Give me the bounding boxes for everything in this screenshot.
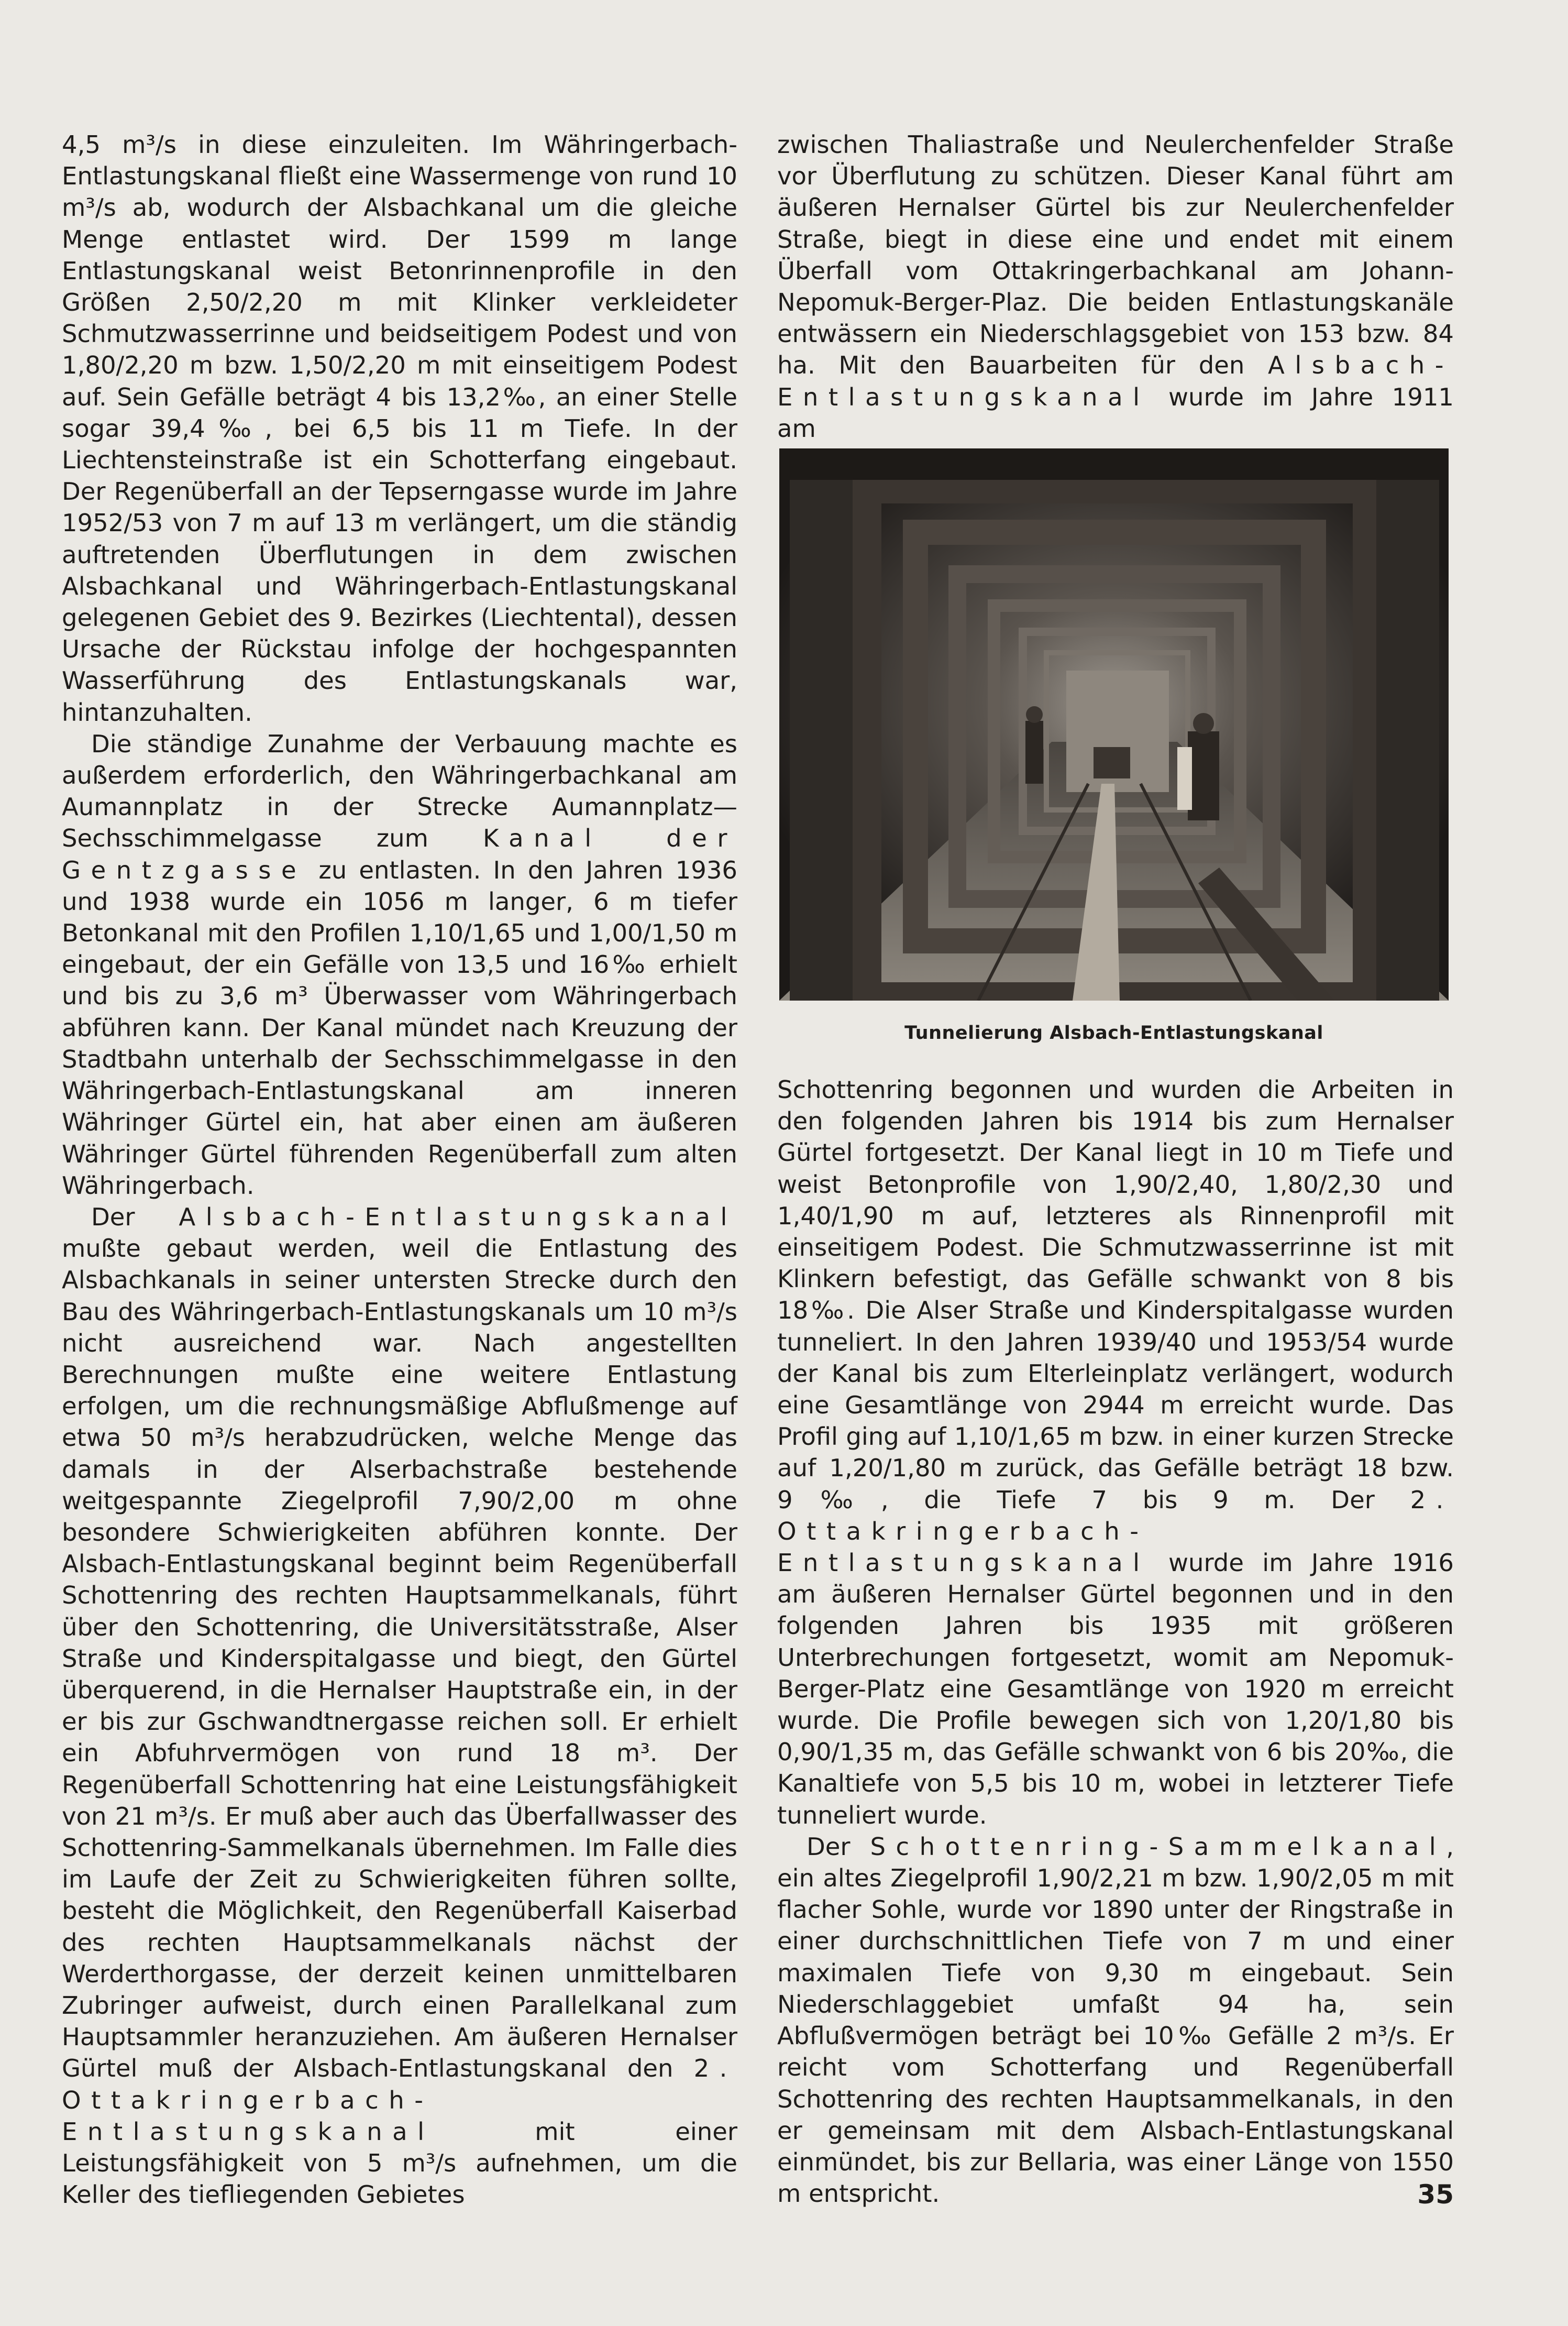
paragraph: Der Alsbach-Entlastungskanal mußte gebaut werden, weil die Entlastung des Alsbachkanals in seiner untersten Strecke durch den Bau des Währingerbach-Entlastungskanals um 10 m³/s nicht ausreichend war. Nach angestellten Berechnungen mußte eine weitere Entlastung erfolgen, um die rechnungsmäßige Abflußmenge auf etwa 50 m³/s herabzudrücken, welche Menge das damals in der Alserbachstraße bestehende weitgespannte Ziegelprofil 7,90/2,00 m ohne besondere Schwierigkeiten abführen konnte. Der Alsbach-Entlastungskanal beginnt beim Regenüberfall Schottenring des rechten Hauptsammelkanals, führt über den Schottenring, die Universitätsstraße, Alser Straße und Kinderspitalgasse und biegt, den Gürtel überquerend, in die Hernalser Hauptstraße ein, in der er bis zur Gschwandtnergasse reichen soll. Er erhielt ein Abfuhrvermögen von rund 18 m³. Der Regenüberfall Schottenring hat eine Leistungsfähigkeit von 21 m³/s. Er muß aber auch das Überfallwasser des Schottenring-Sammelkanals übernehmen. Im Falle dies im Laufe der Zeit zu Schwierigkeiten führen sollte, besteht die Möglichkeit, den Regenüberfall Kaiserbad des rechten Hauptsammelkanals nächst der Werderthorgasse, der derzeit keinen unmittelbaren Zubringer aufweist, durch einen Parallelkanal zum Hauptsammler heranzuziehen. Am äußeren Hernalser Gürtel muß der Alsbach-Entlastungskanal den 2. Ottakringerbach-Entlastungskanal mit einer Leistungsfähigkeit von 5 m³/s aufnehmen, um die Keller des tiefliegenden Gebietes [62,1202,737,2209]
figure-caption: Tunnelierung Alsbach-Entlastungskanal [904,1023,1323,1044]
tunnel-photo-illustration [779,448,1449,1001]
spaced-term: 2. Ottakringerbach-Entlastungskanal [777,1485,1454,1577]
paragraph: Schottenring begonnen und wurden die Arbeiten in den folgenden Jahren bis 1914 bis zum Hernalser Gürtel fortgesetzt. Der Kanal liegt in 10 m Tiefe und weist Betonprofile von 1,90/2,40, 1,80/2,30 und 1,40/1,90 m auf, letzteres als Rinnenprofil mit einseitigem Podest. Die Schmutzwasserrinne ist mit Klinkern befestigt, das Gefälle schwankt von 8 bis 18‰. Die Alser Straße und Kinderspitalgasse wurden tunneliert. In den Jahren 1939/40 und 1953/54 wurde der Kanal bis zum Elterleinplatz verlängert, wodurch eine Gesamtlänge von 2944 m erreicht wurde. Das Profil ging auf 1,10/1,65 m bzw. in einer kurzen Strecke auf 1,20/1,80 m zurück, das Gefälle beträgt 18 bzw. 9‰, die Tiefe 7 bis 9 m. Der 2. Ottakringerbach-Entlastungskanal wurde im Jahre 1916 am äußeren Hernalser Gürtel begonnen und in den folgenden Jahren bis 1935 mit größeren Unterbrechungen fortgesetzt, womit am Nepomuk-Berger-Platz eine Gesamtlänge von 1920 m erreicht wurde. Die Profile bewegen sich von 1,20/1,80 bis 0,90/1,35 m, das Gefälle schwankt von 6 bis 20‰, die Kanaltiefe von 5,5 bis 10 m, wobei in letzterer Tiefe tunneliert wurde. [777,1076,1454,1829]
paragraph: zwischen Thaliastraße und Neulerchenfelder Straße vor Überflutung zu schützen. Dieser Kanal führt am äußeren Hernalser Gürtel bis zur Neulerchenfelder Straße, biegt in diese eine und endet mit einem Überfall vom Ottakringerbachkanal am Johann-Nepomuk-Berger-Plaz. Die beiden Entlastungskanäle entwässern ein Niederschlagsgebiet von 153 bzw. 84 ha. Mit den Bauarbeiten für den Alsbach-Entlastungskanal wurde im Jahre 1911 am [777,130,1454,443]
spaced-term: 2. Ottakringerbach-Entlastungskanal [62,2054,737,2146]
spaced-term: Alsbach-Entlastungskanal [777,351,1454,411]
page-number: 35 [1417,2179,1454,2210]
paragraph: 4,5 m³/s in diese einzuleiten. Im Währingerbach-Entlastungskanal fließt eine Wassermenge von rund 10 m³/s ab, wodurch der Alsbachkanal um die gleiche Menge entlastet wird. Der 1599 m lange Entlastungskanal weist Betonrinnenprofile in den Größen 2,50/2,20 m mit Klinker verkleideter Schmutzwasserrinne und beidseitigem Podest und von 1,80/2,20 m bzw. 1,50/2,20 m mit einseitigem Podest auf. Sein Gefälle beträgt 4 bis 13,2‰, an einer Stelle sogar 39,4‰, bei 6,5 bis 11 m Tiefe. In der Liechtensteinstraße ist ein Schotterfang eingebaut. Der Regenüberfall an der Tepserngasse wurde im Jahre 1952/53 von 7 m auf 13 m verlängert, um die ständig auftretenden Überflutungen in dem zwischen Alsbachkanal und Währingerbach-Entlastungskanal gelegenen Gebiet des 9. Bezirkes (Liechtental), dessen Ursache der Rückstau infolge der hochgespannten Wasserführung des Entlastungskanals war, hintanzuhalten. [62,130,737,727]
text-column-left [62,129,737,2210]
paragraph: Die ständige Zunahme der Verbauung machte es außerdem erforderlich, den Währingerbachkanal am Aumannplatz in der Strecke Aumannplatz—Sechsschimmelgasse zum Kanal der Gentzgasse zu entlasten. In den Jahren 1936 und 1938 wurde ein 1056 m langer, 6 m tiefer Betonkanal mit den Profilen 1,10/1,65 und 1,00/1,50 m eingebaut, der ein Gefälle von 13,5 und 16‰ erhielt und bis zu 3,6 m³ Überwasser vom Währingerbach abführen kann. Der Kanal mündet nach Kreuzung der Stadtbahn unterhalb der Sechsschimmelgasse in den Währingerbach-Entlastungskanal am inneren Währinger Gürtel ein, hat aber einen am äußeren Währinger Gürtel führenden Regenüberfall zum alten Währingerbach. [62,729,738,1200]
paragraph: Der Schottenring-Sammelkanal, ein altes Ziegelprofil 1,90/2,21 m bzw. 1,90/2,05 m mit flacher Sohle, wurde vor 1890 unter der Ringstraße in einer durchschnittlichen Tiefe von 7 m und einer maximalen Tiefe von 9,30 m eingebaut. Sein Niederschlaggebiet umfaßt 94 ha, sein Abflußvermögen beträgt bei 10‰ Gefälle 2 m³/s. Er reicht vom Schotterfang und Regenüberfall Schottenring des rechten Hauptsammelkanals, in den er gemeinsam mit dem Alsbach-Entlastungskanal einmündet, bis zur Bellaria, was einer Länge von 1550 m entspricht. [777,1832,1454,2208]
text-column-right-bottom [777,1074,1454,2209]
tunnel-photograph [779,448,1449,1001]
spaced-term: Alsbach-Entlastungskanal [179,1202,737,1231]
spaced-term: Schottenring-Sammelkanal [870,1832,1446,1861]
text-column-right-top [777,129,1454,444]
spaced-term: Kanal der Gentzgasse [62,824,737,884]
